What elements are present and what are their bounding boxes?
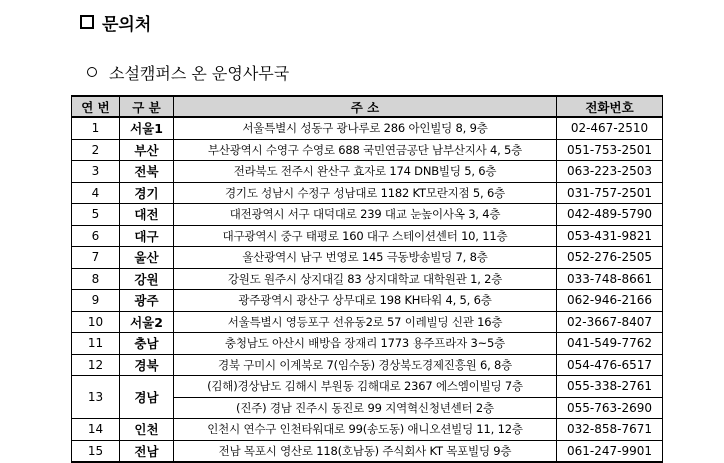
table-row <box>72 311 663 333</box>
table-row <box>72 225 663 247</box>
cell-no: 9 <box>72 290 120 312</box>
phone-line: 031-757-2501 <box>566 185 652 200</box>
cell-region: 서울1 <box>120 117 174 139</box>
cell-no: 7 <box>72 247 120 269</box>
address-line: 울산광역시 남구 번영로 145 극동방송빌딩 7, 8층 <box>242 250 488 264</box>
table-row <box>72 333 663 355</box>
cell-address <box>174 204 557 226</box>
address-line: 전라북도 전주시 완산구 효자로 174 DNB빌딩 5, 6층 <box>233 164 497 178</box>
phone-line: 032-858-7671 <box>566 422 652 436</box>
cell-address <box>174 419 557 441</box>
cell-phone <box>557 247 663 269</box>
address-line: (진주) 경남 진주시 동진로 99 지역혁신청년센터 2층 <box>174 397 556 419</box>
table-row <box>72 290 663 312</box>
cell-phone <box>557 161 663 183</box>
cell-region: 울산 <box>120 247 174 269</box>
table-row <box>72 268 663 290</box>
cell-no: 11 <box>72 333 120 355</box>
table-row <box>72 117 663 139</box>
cell-region: 서울2 <box>120 311 174 333</box>
phone-line: 042-489-5790 <box>566 207 652 221</box>
address-line: 서울특별시 성동구 광나루로 286 아인빌딩 8, 9층 <box>242 121 488 135</box>
phone-line: 054-476-6517 <box>566 357 652 372</box>
cell-address <box>174 376 557 419</box>
circle-bullet-icon <box>87 67 97 77</box>
cell-address <box>174 354 557 376</box>
address-line: 대전광역시 서구 대덕대로 239 대교 눈높이사옥 3, 4층 <box>229 207 501 221</box>
phone-line: 051-753-2501 <box>566 142 652 157</box>
cell-address <box>174 117 557 139</box>
table-body <box>72 117 663 462</box>
cell-address <box>174 161 557 183</box>
subtitle <box>87 61 289 83</box>
cell-region: 부산 <box>120 139 174 161</box>
table-row <box>72 419 663 441</box>
cell-region: 광주 <box>120 290 174 312</box>
cell-region: 경남 <box>120 376 174 419</box>
address-line: 인천시 연수구 인천타워대로 99(송도동) 애니오션빌딩 11, 12층 <box>207 422 523 436</box>
contacts-table <box>71 95 663 463</box>
table-row <box>72 204 663 226</box>
cell-phone <box>557 311 663 333</box>
phone-line: 061-247-9901 <box>566 443 652 458</box>
cell-no: 14 <box>72 419 120 441</box>
cell-region: 대구 <box>120 225 174 247</box>
address-line: 전남 목포시 영산로 118(호남동) 주식회사 KT 목포빌딩 9층 <box>218 443 512 458</box>
cell-address <box>174 333 557 355</box>
table-row <box>72 376 663 419</box>
cell-region: 전남 <box>120 440 174 462</box>
table-row <box>72 182 663 204</box>
phone-line: 02-467-2510 <box>570 121 649 135</box>
header-region: 구 분 <box>120 96 174 117</box>
cell-phone <box>557 333 663 355</box>
table-header-row <box>72 96 663 117</box>
phone-line: 055-763-2690 <box>557 397 662 419</box>
cell-address <box>174 290 557 312</box>
cell-region: 충남 <box>120 333 174 355</box>
section-title-text: 문의처 <box>102 14 152 35</box>
header-phone: 전화번호 <box>557 96 663 117</box>
cell-phone <box>557 139 663 161</box>
cell-no: 10 <box>72 311 120 333</box>
phone-line: 062-946-2166 <box>566 293 652 307</box>
address-line: 충청남도 아산시 배방읍 장재리 1773 용주프라자 3~5층 <box>224 336 506 350</box>
cell-region: 대전 <box>120 204 174 226</box>
cell-no: 6 <box>72 225 120 247</box>
cell-no: 2 <box>72 139 120 161</box>
phone-line: 02-3667-8407 <box>566 314 652 329</box>
subtitle-text: 소설캠퍼스 온 운영사무국 <box>109 63 290 83</box>
cell-address <box>174 311 557 333</box>
cell-no: 1 <box>72 117 120 139</box>
cell-region: 인천 <box>120 419 174 441</box>
address-line: 대구광역시 중구 태평로 160 대구 스테이션센터 10, 11층 <box>222 228 508 243</box>
phone-line: 041-549-7762 <box>566 336 652 350</box>
phone-line: 053-431-9821 <box>566 228 652 243</box>
section-title <box>80 10 151 34</box>
cell-region: 경북 <box>120 354 174 376</box>
address-line: 서울특별시 영등포구 선유동2로 57 이레빌딩 신관 16층 <box>227 314 503 329</box>
cell-phone <box>557 419 663 441</box>
cell-no: 3 <box>72 161 120 183</box>
cell-phone <box>557 225 663 247</box>
cell-region: 강원 <box>120 268 174 290</box>
phone-line: 052-276-2505 <box>566 250 652 264</box>
address-line: (김해)경상남도 김해시 부원동 김해대로 2367 에스엠이빌딩 7층 <box>207 379 523 393</box>
cell-no: 8 <box>72 268 120 290</box>
cell-phone <box>557 290 663 312</box>
cell-no: 5 <box>72 204 120 226</box>
phone-line: 055-338-2761 <box>566 379 652 393</box>
phone-line: 033-748-8661 <box>566 271 652 286</box>
table-row <box>72 354 663 376</box>
address-line: 경기도 성남시 수정구 성남대로 1182 KT모란지점 5, 6층 <box>225 185 505 200</box>
cell-address <box>174 182 557 204</box>
address-line: 강원도 원주시 상지대길 83 상지대학교 대학원관 1, 2층 <box>227 271 503 286</box>
cell-address <box>174 225 557 247</box>
cell-address <box>174 440 557 462</box>
cell-phone <box>557 182 663 204</box>
table-row <box>72 139 663 161</box>
cell-phone <box>557 354 663 376</box>
address-line: 경북 구미시 이계북로 7(임수동) 경상북도경제진흥원 6, 8층 <box>217 357 513 372</box>
table-row <box>72 161 663 183</box>
header-no: 연 번 <box>72 96 120 117</box>
header-address: 주 소 <box>174 96 557 117</box>
cell-address <box>174 139 557 161</box>
cell-no: 4 <box>72 182 120 204</box>
table-row <box>72 247 663 269</box>
cell-phone <box>557 440 663 462</box>
address-line: 광주광역시 광산구 상무대로 198 KH타워 4, 5, 6층 <box>238 293 492 307</box>
table-row <box>72 440 663 462</box>
cell-phone <box>557 268 663 290</box>
cell-phone <box>557 117 663 139</box>
cell-region: 전북 <box>120 161 174 183</box>
cell-no: 15 <box>72 440 120 462</box>
checkbox-square-icon <box>80 15 94 29</box>
cell-phone <box>557 204 663 226</box>
cell-address <box>174 268 557 290</box>
cell-no: 13 <box>72 376 120 419</box>
address-line: 부산광역시 수영구 수영로 688 국민연금공단 남부산지사 4, 5층 <box>207 142 523 157</box>
phone-line: 063-223-2503 <box>566 164 652 178</box>
cell-address <box>174 247 557 269</box>
cell-region: 경기 <box>120 182 174 204</box>
cell-no: 12 <box>72 354 120 376</box>
cell-phone <box>557 376 663 419</box>
